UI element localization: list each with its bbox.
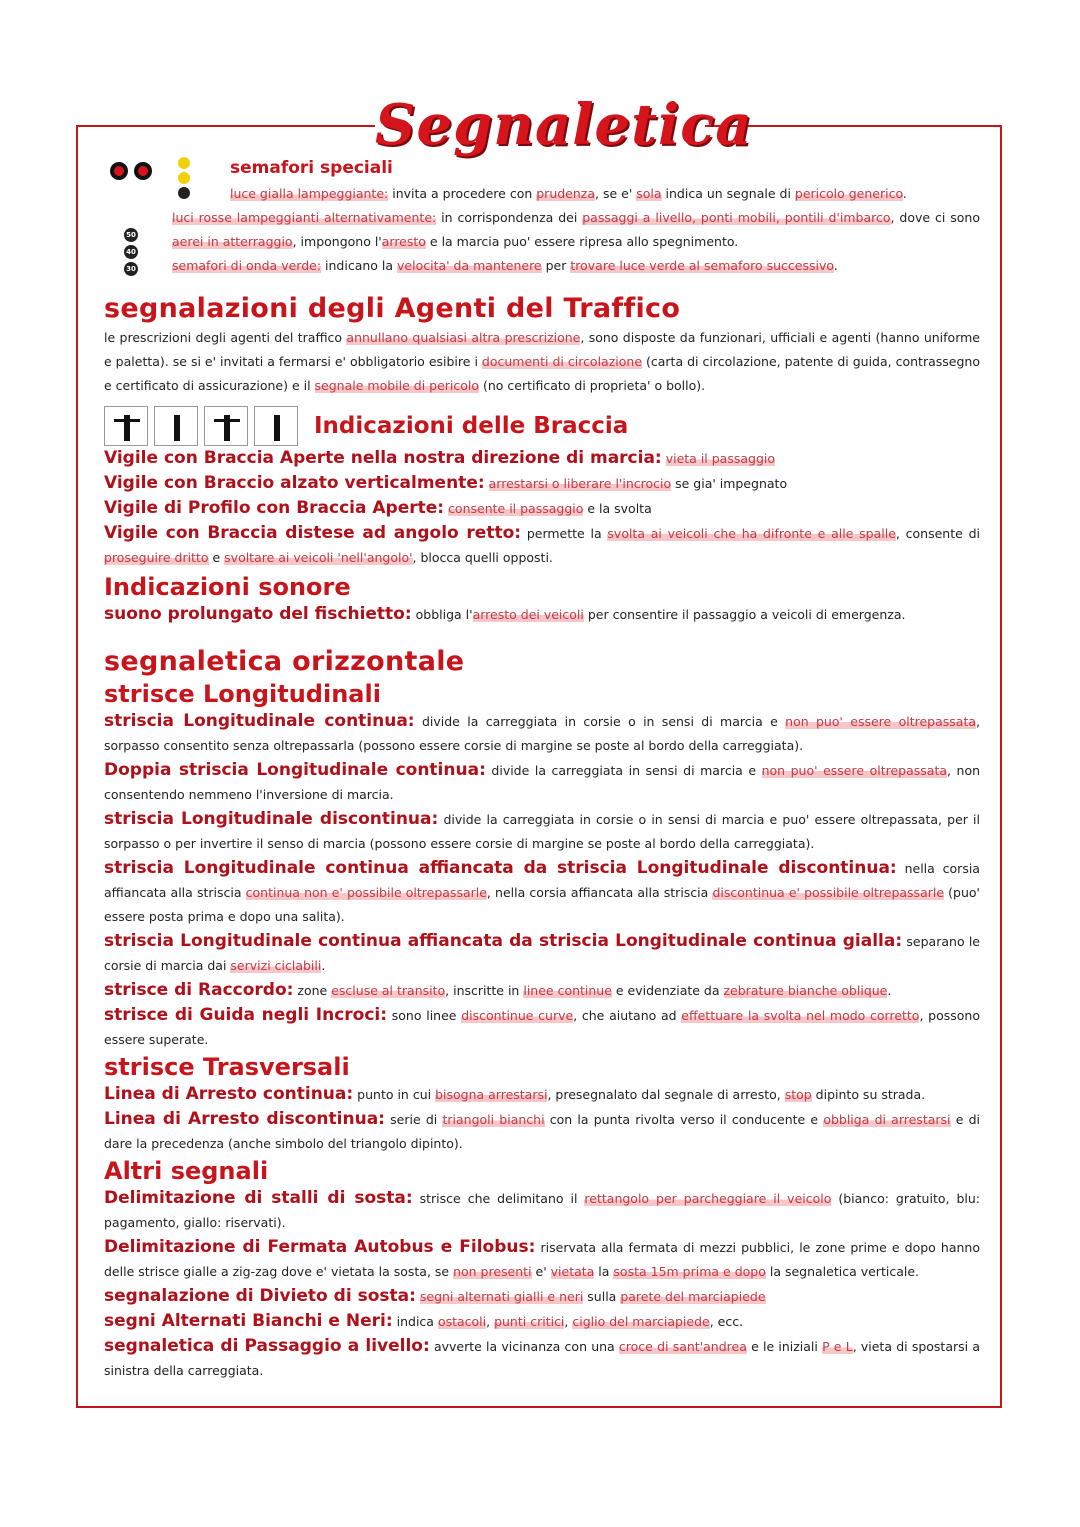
semafori-heading: semafori speciali bbox=[230, 158, 393, 178]
orizz-t2: Linea di Arresto discontinua: serie di triangoli bianchi con la punta rivolta verso il conducente e obbliga di arrestarsi e di dare la precedenza (anche simbolo del triangolo dipinto). bbox=[104, 1109, 980, 1151]
braccia-row-3: Vigile di Profilo con Braccia Aperte: consente il passaggio e la svolta bbox=[104, 498, 652, 518]
braccia-row-4: Vigile con Braccia distese ad angolo retto: permette la svolta ai veicoli che ha difronte e alle spalle, consente di proseguire dritto e svoltare ai veicoli 'nell'angolo', blocca quelli opposti. bbox=[104, 523, 980, 565]
agent-arms-open-icon bbox=[104, 406, 148, 446]
sonore-row: suono prolungato del fischietto: obbliga l'arresto dei veicoli per consentire il passaggio a veicoli di emergenza. bbox=[104, 604, 906, 624]
traffic-agent-figures bbox=[104, 406, 298, 446]
page-title: Segnaletica bbox=[375, 92, 753, 158]
traffic-light-icon bbox=[110, 162, 152, 180]
orizz-a2: Delimitazione di Fermata Autobus e Filobus: riservata alla fermata di mezzi pubblici, le zone prime e dopo hanno delle strisce gialle a zig-zag dove e' vietata la sosta, se non presenti e' vietata la sosta 15m prima e dopo la segnaletica verticale. bbox=[104, 1237, 981, 1279]
agenti-paragraph: le prescrizioni degli agenti del traffico annullano qualsiasi altra prescrizione, sono disposte da funzionari, ufficiali e agenti (hanno uniforme e paletta). se si e' invitati a fermarsi e' obbligatorio esibire i documenti di circolazione (carta di circolazione, patente di guida, contrassegno e certificato di assicurazione) e il segnale mobile di pericolo (no certificato di proprieta' o bollo). bbox=[104, 330, 980, 393]
orizz-s7: strisce di Guida negli Incroci: sono linee discontinue curve, che aiutano ad effettuare la svolta nel modo corretto, possono essere superate. bbox=[104, 1005, 980, 1047]
orizz-s2: Doppia striscia Longitudinale continua: divide la carreggiata in sensi di marcia e non puo' essere oltrepassata, non consentendo nemmeno l'inversione di marcia. bbox=[104, 760, 981, 802]
braccia-row-1: Vigile con Braccia Aperte nella nostra direzione di marcia: vieta il passaggio bbox=[104, 448, 776, 468]
braccia-heading: Indicazioni delle Braccia bbox=[314, 413, 629, 439]
orizz-a5: segnaletica di Passaggio a livello: avverte la vicinanza con una croce di sant'andrea e le iniziali P e L, vieta di spostarsi a sinistra della carreggiata. bbox=[104, 1336, 980, 1378]
agent-right-angle-icon bbox=[254, 406, 298, 446]
longitudinali-heading: strisce Longitudinali bbox=[104, 680, 381, 708]
orizz-a3: segnalazione di Divieto di sosta: segni alternati gialli e neri sulla parete del marciapiede bbox=[104, 1286, 766, 1306]
orizz-a4: segni Alternati Bianchi e Neri: indica ostacoli, punti critici, ciglio del marciapiede, ecc. bbox=[104, 1311, 744, 1331]
speed-40-icon: 40 bbox=[124, 245, 138, 259]
trasversali-heading: strisce Trasversali bbox=[104, 1053, 350, 1081]
speed-30-icon: 30 bbox=[124, 262, 138, 276]
agent-arm-up-icon bbox=[154, 406, 198, 446]
orizz-s1: striscia Longitudinale continua: divide la carreggiata in corsie o in sensi di marcia e non puo' essere oltrepassata, sorpasso consentito senza oltrepassarla (possono essere corsie di margine se poste al bordo della carreggiata). bbox=[104, 711, 980, 753]
orizz-s5: striscia Longitudinale continua affiancata da striscia Longitudinale continua gialla: separano le corsie di marcia dai servizi ciclabili. bbox=[104, 931, 981, 973]
orizz-s6: strisce di Raccordo: zone escluse al transito, inscritte in linee continue e evidenziate da zebrature bianche oblique. bbox=[104, 980, 892, 1000]
yellow-light-icon bbox=[178, 157, 190, 169]
red-light-icon bbox=[110, 162, 128, 180]
agent-profile-icon bbox=[204, 406, 248, 446]
braccia-row-2: Vigile con Braccio alzato verticalmente: arrestarsi o liberare l'incrocio se gia' impegnato bbox=[104, 473, 788, 493]
orizz-s4: striscia Longitudinale continua affiancata da striscia Longitudinale discontinua: nella corsia affiancata alla striscia continua non e' possibile oltrepassarle, nella corsia affiancata alla striscia discontinua e' possibile oltrepassarle (puo' essere posta prima e dopo una salita). bbox=[104, 858, 980, 924]
orizzontale-heading: segnaletica orizzontale bbox=[104, 646, 465, 677]
semafori-line-3: semafori di onda verde: indicano la velocita' da mantenere per trovare luce verde al semaforo successivo. bbox=[172, 258, 838, 273]
semafori-line-2: luci rosse lampeggianti alternativamente: in corrispondenza dei passaggi a livello, ponti mobili, pontili d'imbarco, dove ci sono aerei in atterraggio, impongono l'arresto e la marcia puo' essere ripresa allo spegnimento. bbox=[172, 210, 980, 249]
agenti-heading: segnalazioni degli Agenti del Traffico bbox=[104, 293, 681, 324]
speed-50-icon: 50 bbox=[124, 228, 138, 242]
altri-segnali-heading: Altri segnali bbox=[104, 1157, 269, 1185]
orizz-a1: Delimitazione di stalli di sosta: strisce che delimitano il rettangolo per parcheggiare il veicolo (bianco: gratuito, blu: pagamento, giallo: riservati). bbox=[104, 1188, 980, 1230]
braccia-header-row bbox=[104, 406, 980, 446]
orizz-s3: striscia Longitudinale discontinua: divide la carreggiata in corsie o in sensi di marcia e puo' essere oltrepassata, per il sorpasso o per invertire il senso di marcia (possono essere corsie di margine se poste al bordo della carreggiata). bbox=[104, 809, 980, 851]
semafori-line-1: luce gialla lampeggiante: invita a procedere con prudenza, se e' sola indica un segnale di pericolo generico. bbox=[230, 186, 907, 201]
orizz-t1: Linea di Arresto continua: punto in cui bisogna arrestarsi, presegnalato dal segnale di arresto, stop dipinto su strada. bbox=[104, 1084, 926, 1104]
sonore-heading: Indicazioni sonore bbox=[104, 573, 351, 601]
speed-signs bbox=[124, 228, 138, 276]
red-light-icon bbox=[134, 162, 152, 180]
semafori-block bbox=[172, 182, 980, 278]
